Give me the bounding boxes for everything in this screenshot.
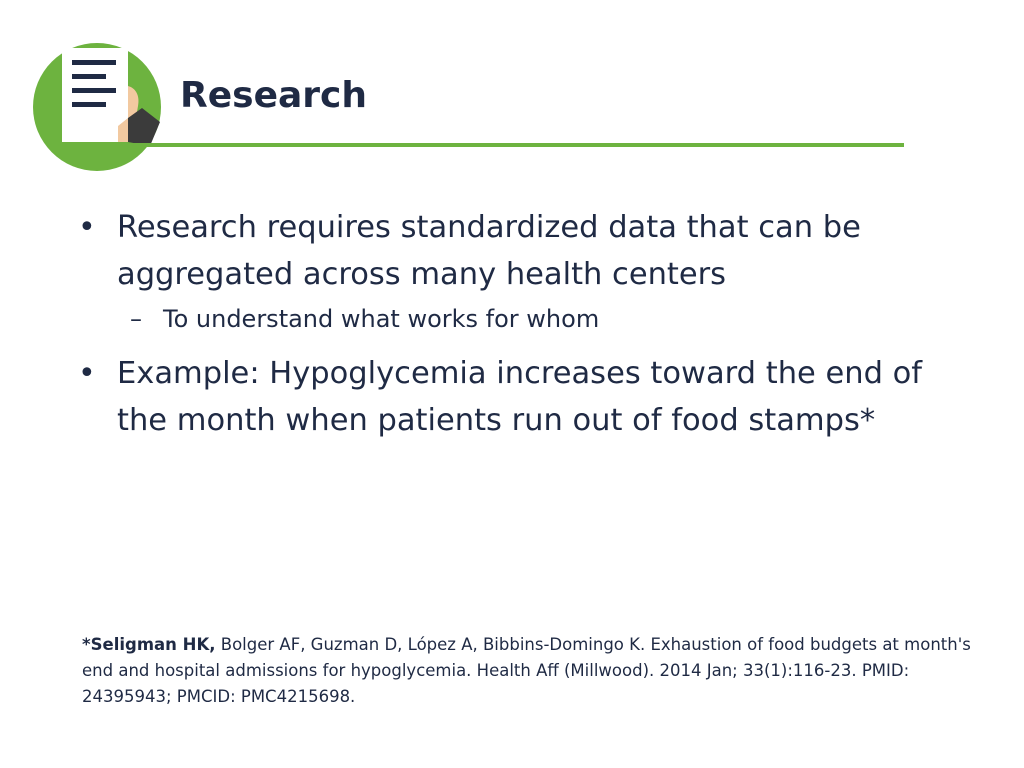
bullet-marker: • (78, 356, 96, 391)
citation-text: Bolger AF, Guzman D, López A, Bibbins-Domingo K. Exhaustion of food budgets at month's end and hospital admissions for hypoglycemia. Health Aff (Millwood). 2014 Jan; 33(1):116-23. PMID: 24395943; PMCID: PMC4215698. (82, 635, 971, 706)
bullet-marker: • (78, 210, 96, 245)
bullet-list (76, 204, 976, 448)
citation (82, 632, 982, 710)
bullet-item (76, 204, 976, 298)
sub-bullet-item (76, 302, 976, 336)
bullet-text: Research requires standardized data that can be aggregated across many health centers (117, 210, 861, 292)
citation-lead-author: *Seligman HK, (82, 635, 216, 654)
slide-title: Research (180, 75, 367, 116)
bullet-item (76, 350, 976, 444)
title-underline (132, 143, 904, 147)
bullet-text: Example: Hypoglycemia increases toward the end of the month when patients run out of food stamps* (117, 356, 923, 438)
sub-bullet-text: To understand what works for whom (163, 305, 600, 333)
sub-bullet-marker: – (130, 305, 142, 333)
document-hand-icon (32, 42, 162, 172)
